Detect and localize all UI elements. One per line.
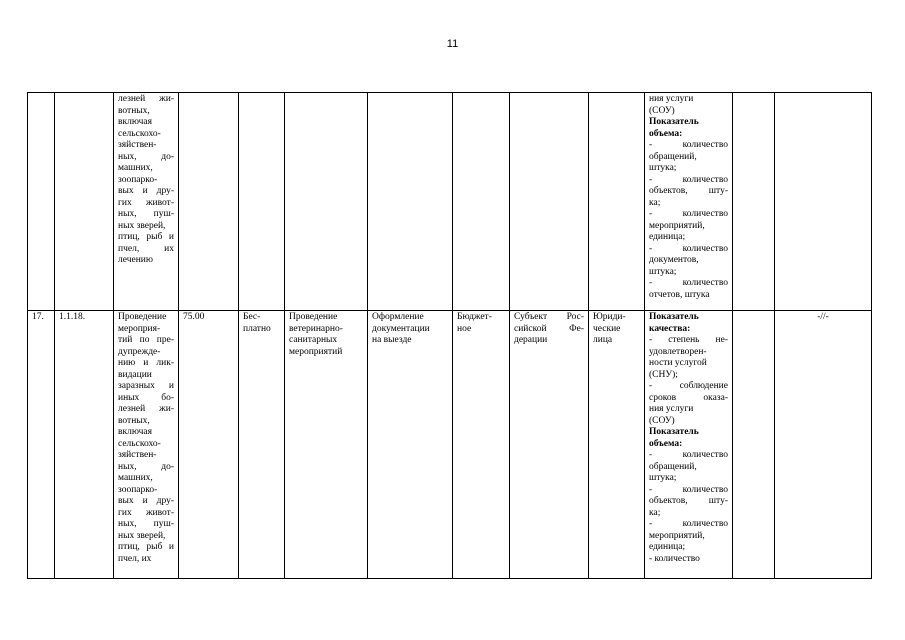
cell-code — [55, 93, 114, 311]
cell-line: - количество — [649, 450, 728, 460]
cell-payment — [239, 311, 285, 579]
cell-line: ных, пуш- — [118, 209, 174, 219]
cell-line: - количество — [649, 243, 728, 254]
cell-line: единица; — [649, 232, 686, 242]
cell-line: Показатель — [649, 117, 699, 127]
cell-line: ветеринарно- — [289, 323, 343, 334]
cell-line: на выезде — [372, 335, 412, 345]
cell-line: вых и дру- — [118, 186, 174, 196]
cell-line: птиц, рыб и — [118, 542, 174, 552]
cell-line: зоопарко- — [118, 484, 158, 495]
cell-line: пчел, их — [118, 553, 152, 564]
cell-line: сельскохо- — [118, 438, 161, 449]
cell-line: штука; — [649, 266, 677, 277]
cell-category — [589, 311, 645, 579]
cell-line: обращений, — [649, 151, 697, 162]
cell-line: машних, — [118, 473, 153, 483]
cell-line: сельскохо- — [118, 128, 161, 139]
cell-line: удовлетворен- — [649, 346, 707, 357]
cell-code: 1.1.18. — [55, 311, 114, 579]
cell-line: документации — [372, 323, 430, 334]
cell-line: заразных и — [118, 381, 174, 391]
cell-line: гих живот- — [118, 507, 174, 518]
cell-line: штука; — [649, 473, 677, 483]
cell-line: лечению — [118, 255, 153, 265]
cell-line: мероприятий — [289, 346, 343, 357]
cell-condition — [368, 93, 453, 311]
cell-line: объема: — [649, 128, 683, 139]
cell-line: - соблюдение — [649, 381, 728, 391]
cell-line: дупрежде- — [118, 346, 161, 357]
cell-content — [285, 93, 368, 311]
cell-service-name — [114, 311, 179, 579]
cell-line: Показатель — [649, 312, 699, 322]
table-row — [28, 311, 872, 579]
cell-line: сроков оказа- — [649, 392, 728, 403]
cell-line: ное — [457, 323, 472, 334]
cell-line: включая — [118, 117, 152, 127]
cell-line: (СНУ); — [649, 369, 678, 380]
cell-price — [179, 93, 239, 311]
cell-line: (СОУ) — [649, 415, 675, 426]
cell-line: иных бо- — [118, 392, 174, 403]
cell-line: единица; — [649, 542, 686, 552]
cell-line: платно — [243, 323, 271, 334]
cell-line: птиц, рыб и — [118, 232, 174, 242]
services-table — [27, 92, 872, 579]
cell-line: ния услуги — [649, 94, 694, 104]
cell-line: Юриди- — [593, 312, 626, 322]
cell-line: - количество — [649, 484, 728, 495]
cell-line: обращений, — [649, 461, 697, 472]
cell-indicators — [645, 93, 733, 311]
cell-line: вотных, — [118, 415, 150, 426]
cell-line: мероприятий, — [649, 220, 705, 231]
cell-line: объектов, шту- — [649, 496, 728, 506]
cell-line: штука; — [649, 163, 677, 173]
cell-price: 75.00 — [179, 311, 239, 579]
cell-line: лица — [593, 335, 613, 345]
cell-line: Проведение — [289, 312, 338, 322]
cell-payment — [239, 93, 285, 311]
cell-num — [28, 93, 55, 311]
cell-line: Бюджет- — [457, 312, 492, 322]
cell-line: машних, — [118, 163, 153, 173]
cell-line: Бес- — [243, 312, 261, 322]
cell-num: 17. — [28, 311, 55, 579]
cell-line: - количество — [649, 174, 728, 185]
cell-line: ка; — [649, 197, 661, 208]
cell-col12 — [733, 311, 775, 579]
cell-line: объектов, шту- — [649, 186, 728, 196]
cell-line: Проведение — [118, 312, 167, 322]
cell-line: ка; — [649, 507, 661, 518]
cell-line: зяйствен- — [118, 450, 157, 460]
cell-line: лезней жи- — [118, 404, 174, 414]
cell-line: нию и лик- — [118, 358, 174, 368]
cell-line: зоопарко- — [118, 174, 158, 185]
cell-line: качества: — [649, 323, 691, 334]
cell-line: - количество — [649, 140, 728, 150]
table-row — [28, 93, 872, 311]
cell-line: ния услуги — [649, 404, 694, 414]
cell-line: отчетов, штука — [649, 289, 710, 300]
cell-line: (СОУ) — [649, 105, 675, 116]
cell-line: ности услугой — [649, 358, 707, 368]
cell-line: дерации — [514, 335, 548, 345]
page-number: 11 — [446, 38, 459, 50]
cell-line: тий по пре- — [118, 335, 174, 345]
cell-line: мероприятий, — [649, 530, 705, 541]
cell-consumers — [510, 311, 589, 579]
cell-type — [453, 311, 510, 579]
cell-line: сийской Фе- — [514, 323, 584, 334]
cell-line: ных, пуш- — [118, 519, 174, 529]
cell-col12 — [733, 93, 775, 311]
cell-line: ческие — [593, 323, 621, 334]
cell-line: вотных, — [118, 105, 150, 116]
cell-line: Показатель — [649, 427, 699, 437]
cell-line: объема: — [649, 438, 683, 449]
cell-line: зяйствен- — [118, 140, 157, 150]
cell-line: - количество — [649, 209, 728, 219]
cell-line: вых и дру- — [118, 496, 174, 506]
cell-consumers — [510, 93, 589, 311]
cell-line: видации — [118, 369, 152, 380]
cell-line: пчел, их — [118, 243, 174, 254]
cell-line: ных зверей, — [118, 530, 166, 541]
cell-line: - количество — [649, 278, 728, 288]
cell-content — [285, 311, 368, 579]
cell-col13 — [775, 93, 872, 311]
cell-line: - количество — [649, 553, 700, 564]
cell-line: ных зверей, — [118, 220, 166, 231]
cell-line: документов, — [649, 255, 699, 265]
cell-line: мероприя- — [118, 323, 161, 334]
cell-line: ных, до- — [118, 151, 174, 162]
cell-line: включая — [118, 427, 152, 437]
cell-line: Оформление — [372, 312, 424, 322]
cell-line: ных, до- — [118, 461, 174, 472]
cell-line: лезней жи- — [118, 94, 174, 104]
cell-line: - степень не- — [649, 335, 728, 345]
cell-line: санитарных — [289, 335, 338, 345]
cell-category — [589, 93, 645, 311]
cell-line: гих живот- — [118, 197, 174, 208]
cell-line: - количество — [649, 519, 728, 529]
cell-indicators — [645, 311, 733, 579]
cell-service-name — [114, 93, 179, 311]
cell-condition — [368, 311, 453, 579]
cell-line: Субъект Рос- — [514, 312, 584, 322]
cell-col13: -//- — [775, 311, 872, 579]
cell-type — [453, 93, 510, 311]
